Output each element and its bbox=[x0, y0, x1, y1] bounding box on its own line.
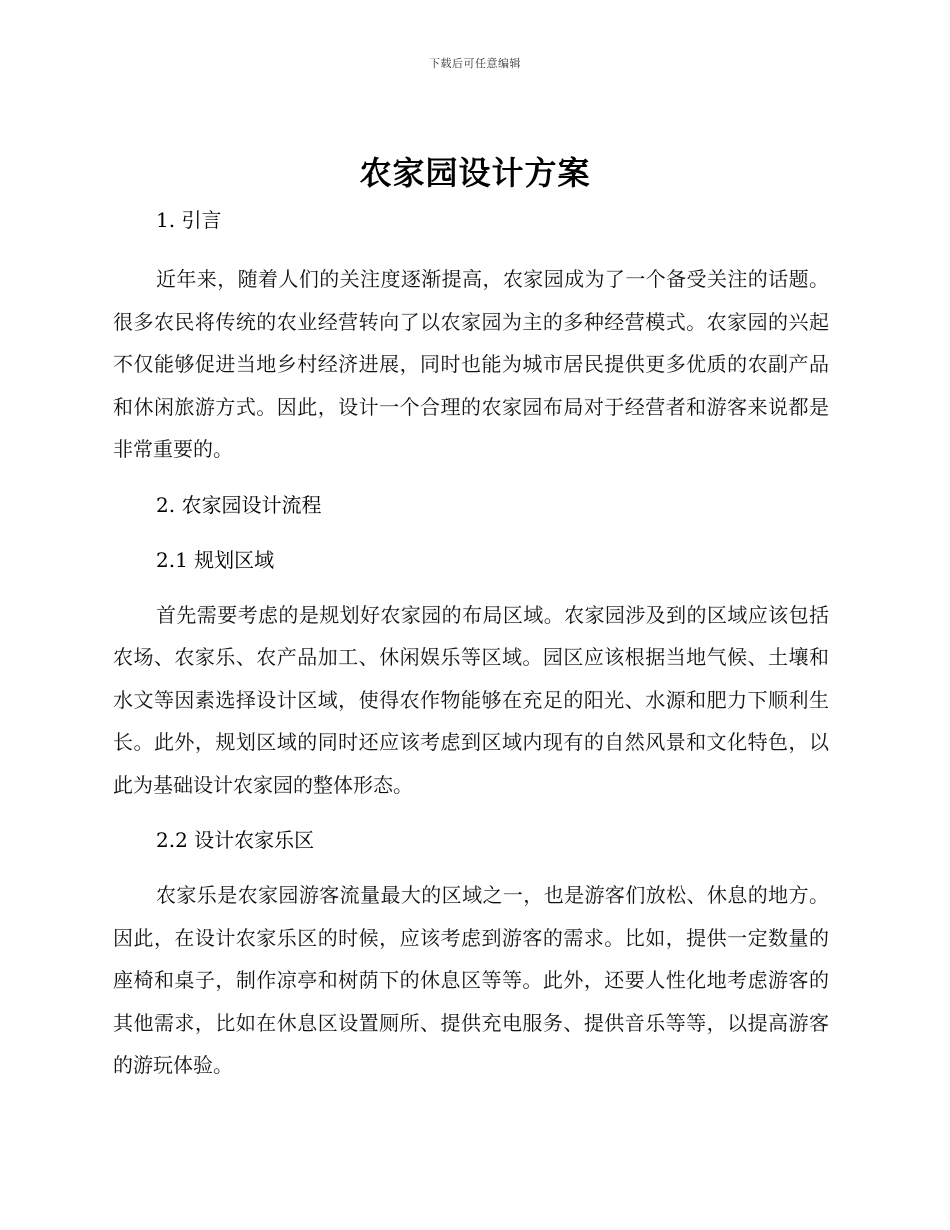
document-title: 农家园设计方案 bbox=[359, 154, 591, 192]
paragraph-plan-region: 首先需要考虑的是规划好农家园的布局区域。农家园涉及到的区域应该包括农场、农家乐、农产品加工、休闲娱乐等区域。园区应该根据当地气候、土壤和水文等因素选择设计区域，使得农作物能够在充足的阳光、水源和肥力下顺利生长。此外，规划区域的同时还应该考虑到区域内现有的自然风景和文化特色，以此为基础设计农家园的整体形态。 bbox=[113, 602, 829, 797]
section-heading-design-flow: 2. 农家园设计流程 bbox=[156, 492, 322, 517]
paragraph-farmstay-area: 农家乐是农家园游客流量最大的区域之一，也是游客们放松、休息的地方。因此，在设计农家乐区的时候，应该考虑到游客的需求。比如，提供一定数量的座椅和桌子，制作凉亭和树荫下的休息区等等。此外，还要人性化地考虑游客的其他需求，比如在休息区设置厕所、提供充电服务、提供音乐等等，以提高游客的游玩体验。 bbox=[113, 883, 829, 1077]
subsection-heading-plan-region: 2.1 规划区域 bbox=[156, 547, 275, 572]
document-body bbox=[113, 200, 829, 1087]
paragraph-intro: 近年来，随着人们的关注度逐渐提高，农家园成为了一个备受关注的话题。很多农民将传统的农业经营转向了以农家园为主的多种经营模式。农家园的兴起不仅能够促进当地乡村经济进展，同时也能为城市居民提供更多优质的农副产品和休闲旅游方式。因此，设计一个合理的农家园布局对于经营者和游客来说都是非常重要的。 bbox=[113, 267, 829, 461]
section-heading-intro: 1. 引言 bbox=[156, 208, 222, 232]
subsection-heading-farmstay-area: 2.2 设计农家乐区 bbox=[156, 828, 315, 852]
header-note: 下载后可任意编辑 bbox=[429, 57, 521, 70]
